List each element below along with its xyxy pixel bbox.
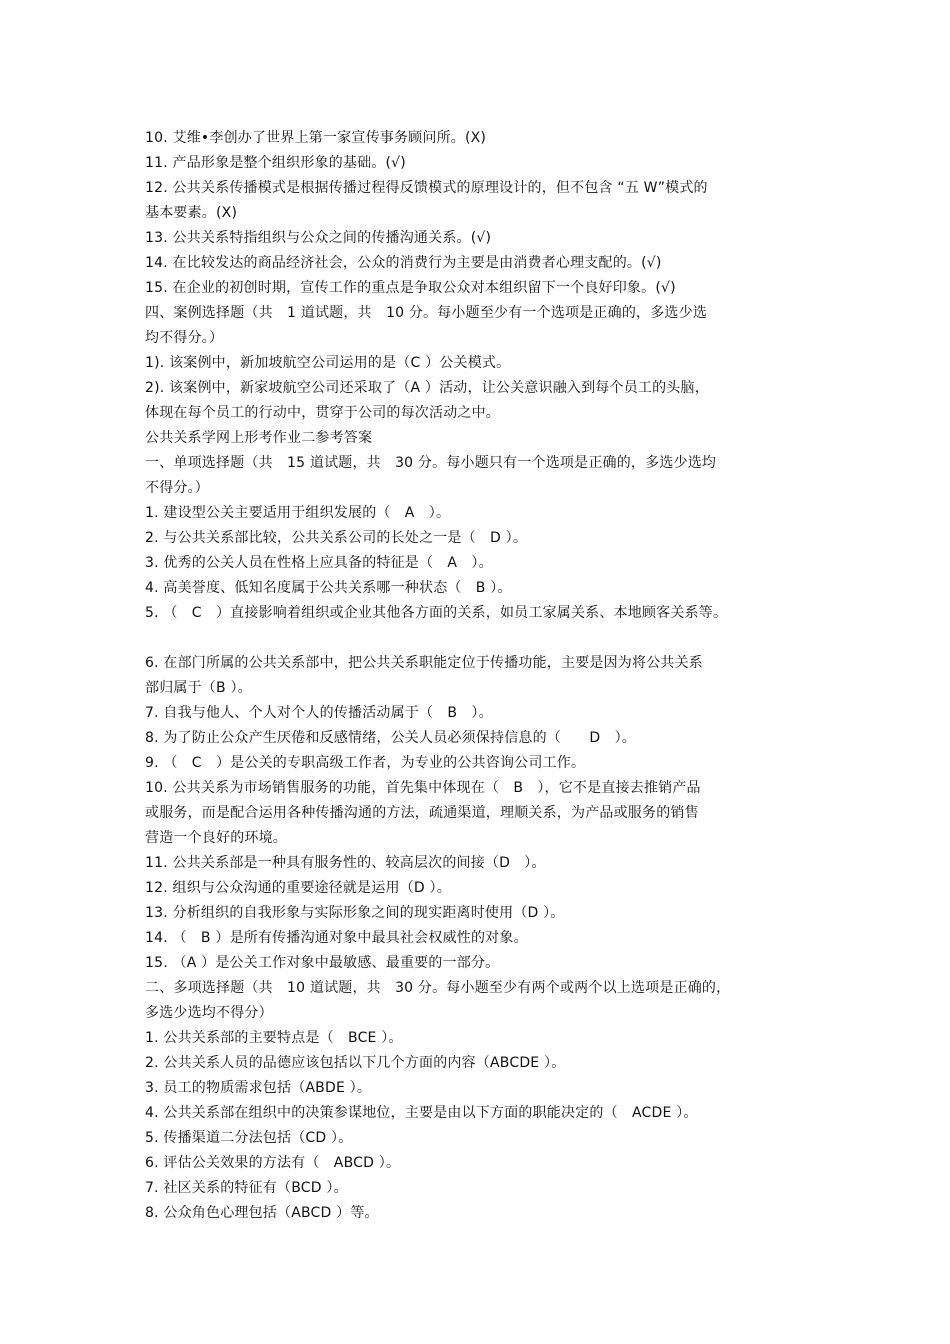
document-body — [145, 126, 825, 1226]
text-line: 部归属于（B ）。 — [145, 680, 252, 696]
text-line: 1. 建设型公关主要适用于组织发展的（ A ）。 — [145, 505, 451, 521]
text-line: 均不得分。） — [145, 330, 224, 346]
text-line: 13. 分析组织的自我形象与实际形象之间的现实距离时使用（D ）。 — [145, 905, 565, 921]
text-line: 基本要素。(X) — [145, 205, 238, 221]
text-line: 多选少选均不得分） — [145, 1005, 273, 1021]
text-line: 或服务，而是配合运用各种传播沟通的方法，疏通渠道，理顺关系，为产品或服务的销售 — [145, 805, 699, 821]
text-line: 12. 组织与公众沟通的重要途径就是运用（D ）。 — [145, 880, 451, 896]
text-line: 12. 公共关系传播模式是根据传播过程得反馈模式的原理设计的，但不包含 “五 W”模式的 — [145, 180, 708, 196]
text-line: 营造一个良好的环境。 — [145, 830, 287, 846]
text-line: 9. （ C ）是公关的专职高级工作者，为专业的公共咨询公司工作。 — [145, 755, 586, 771]
text-line: 体现在每个员工的行动中，贯穿于公司的每次活动之中。 — [145, 405, 500, 421]
text-line: 6. 在部门所属的公共关系部中，把公共关系职能定位于传播功能，主要是因为将公共关系 — [145, 655, 704, 671]
text-line: 4. 高美誉度、低知名度属于公共关系哪一种状态（ B ）。 — [145, 580, 512, 596]
text-line: 14. 在比较发达的商品经济社会，公众的消费行为主要是由消费者心理支配的。(√) — [145, 255, 662, 271]
text-line: 13. 公共关系特指组织与公众之间的传播沟通关系。(√) — [145, 230, 492, 246]
text-line: 10. 公共关系为市场销售服务的功能，首先集中体现在（ B ），它不是直接去推销产品 — [145, 780, 701, 796]
text-line: 15. 在企业的初创时期，宣传工作的重点是争取公众对本组织留下一个良好印象。(√) — [145, 280, 676, 296]
text-line: 8. 为了防止公众产生厌倦和反感情绪，公关人员必须保持信息的（ D ）。 — [145, 730, 636, 746]
section-heading: 四、案例选择题（共 1 道试题，共 10 分。每小题至少有一个选项是正确的，多选少选 — [145, 305, 708, 321]
text-line: 1). 该案例中，新加坡航空公司运用的是（C ）公关模式。 — [145, 355, 511, 371]
text-line: 5. （ C ）直接影响着组织或企业其他各方面的关系，如员工家属关系、本地顾客关系等。 — [145, 605, 728, 621]
text-line: 8. 公众角色心理包括（ABCD ）等。 — [145, 1205, 379, 1221]
text-line: 3. 员工的物质需求包括（ABDE ）。 — [145, 1080, 372, 1096]
text-line: 不得分。） — [145, 480, 209, 496]
text-line: 2. 与公共关系部比较，公共关系公司的长处之一是（ D ）。 — [145, 530, 528, 546]
text-line: 11. 产品形象是整个组织形象的基础。(√) — [145, 155, 406, 171]
text-line: 5. 传播渠道二分法包括（CD ）。 — [145, 1130, 353, 1146]
text-line: 2). 该案例中，新家坡航空公司还采取了（A ）活动，让公关意识融入到每个员工的头脑， — [145, 380, 709, 396]
text-line: 7. 自我与他人、个人对个人的传播活动属于（ B ）。 — [145, 705, 493, 721]
text-line: 14. （ B ）是所有传播沟通对象中最具社会权威性的对象。 — [145, 930, 528, 946]
document-title: 公共关系学网上形考作业二参考答案 — [145, 430, 373, 446]
text-line: 2. 公共关系人员的品德应该包括以下几个方面的内容（ABCDE ）。 — [145, 1055, 566, 1071]
text-line: 15. （A ）是公关工作对象中最敏感、最重要的一部分。 — [145, 955, 500, 971]
text-line: 6. 评估公关效果的方法有（ ABCD ）。 — [145, 1155, 401, 1171]
text-line: 7. 社区关系的特征有（BCD ）。 — [145, 1180, 348, 1196]
blank-line — [145, 626, 825, 651]
text-line: 3. 优秀的公关人员在性格上应具备的特征是（ A ）。 — [145, 555, 493, 571]
text-line: 10. 艾维•李创办了世界上第一家宣传事务顾问所。(X) — [145, 130, 487, 146]
text-line: 1. 公共关系部的主要特点是（ BCE ）。 — [145, 1030, 403, 1046]
section-heading: 二、多项选择题（共 10 道试题，共 30 分。每小题至少有两个或两个以上选项是正确的， — [145, 980, 731, 996]
text-line: 11. 公共关系部是一种具有服务性的、较高层次的间接（D ）。 — [145, 855, 546, 871]
section-heading: 一、单项选择题（共 15 道试题，共 30 分。每小题只有一个选项是正确的，多选少选均 — [145, 455, 717, 471]
text-line: 4. 公共关系部在组织中的决策参谋地位，主要是由以下方面的职能决定的（ ACDE ）。 — [145, 1105, 698, 1121]
